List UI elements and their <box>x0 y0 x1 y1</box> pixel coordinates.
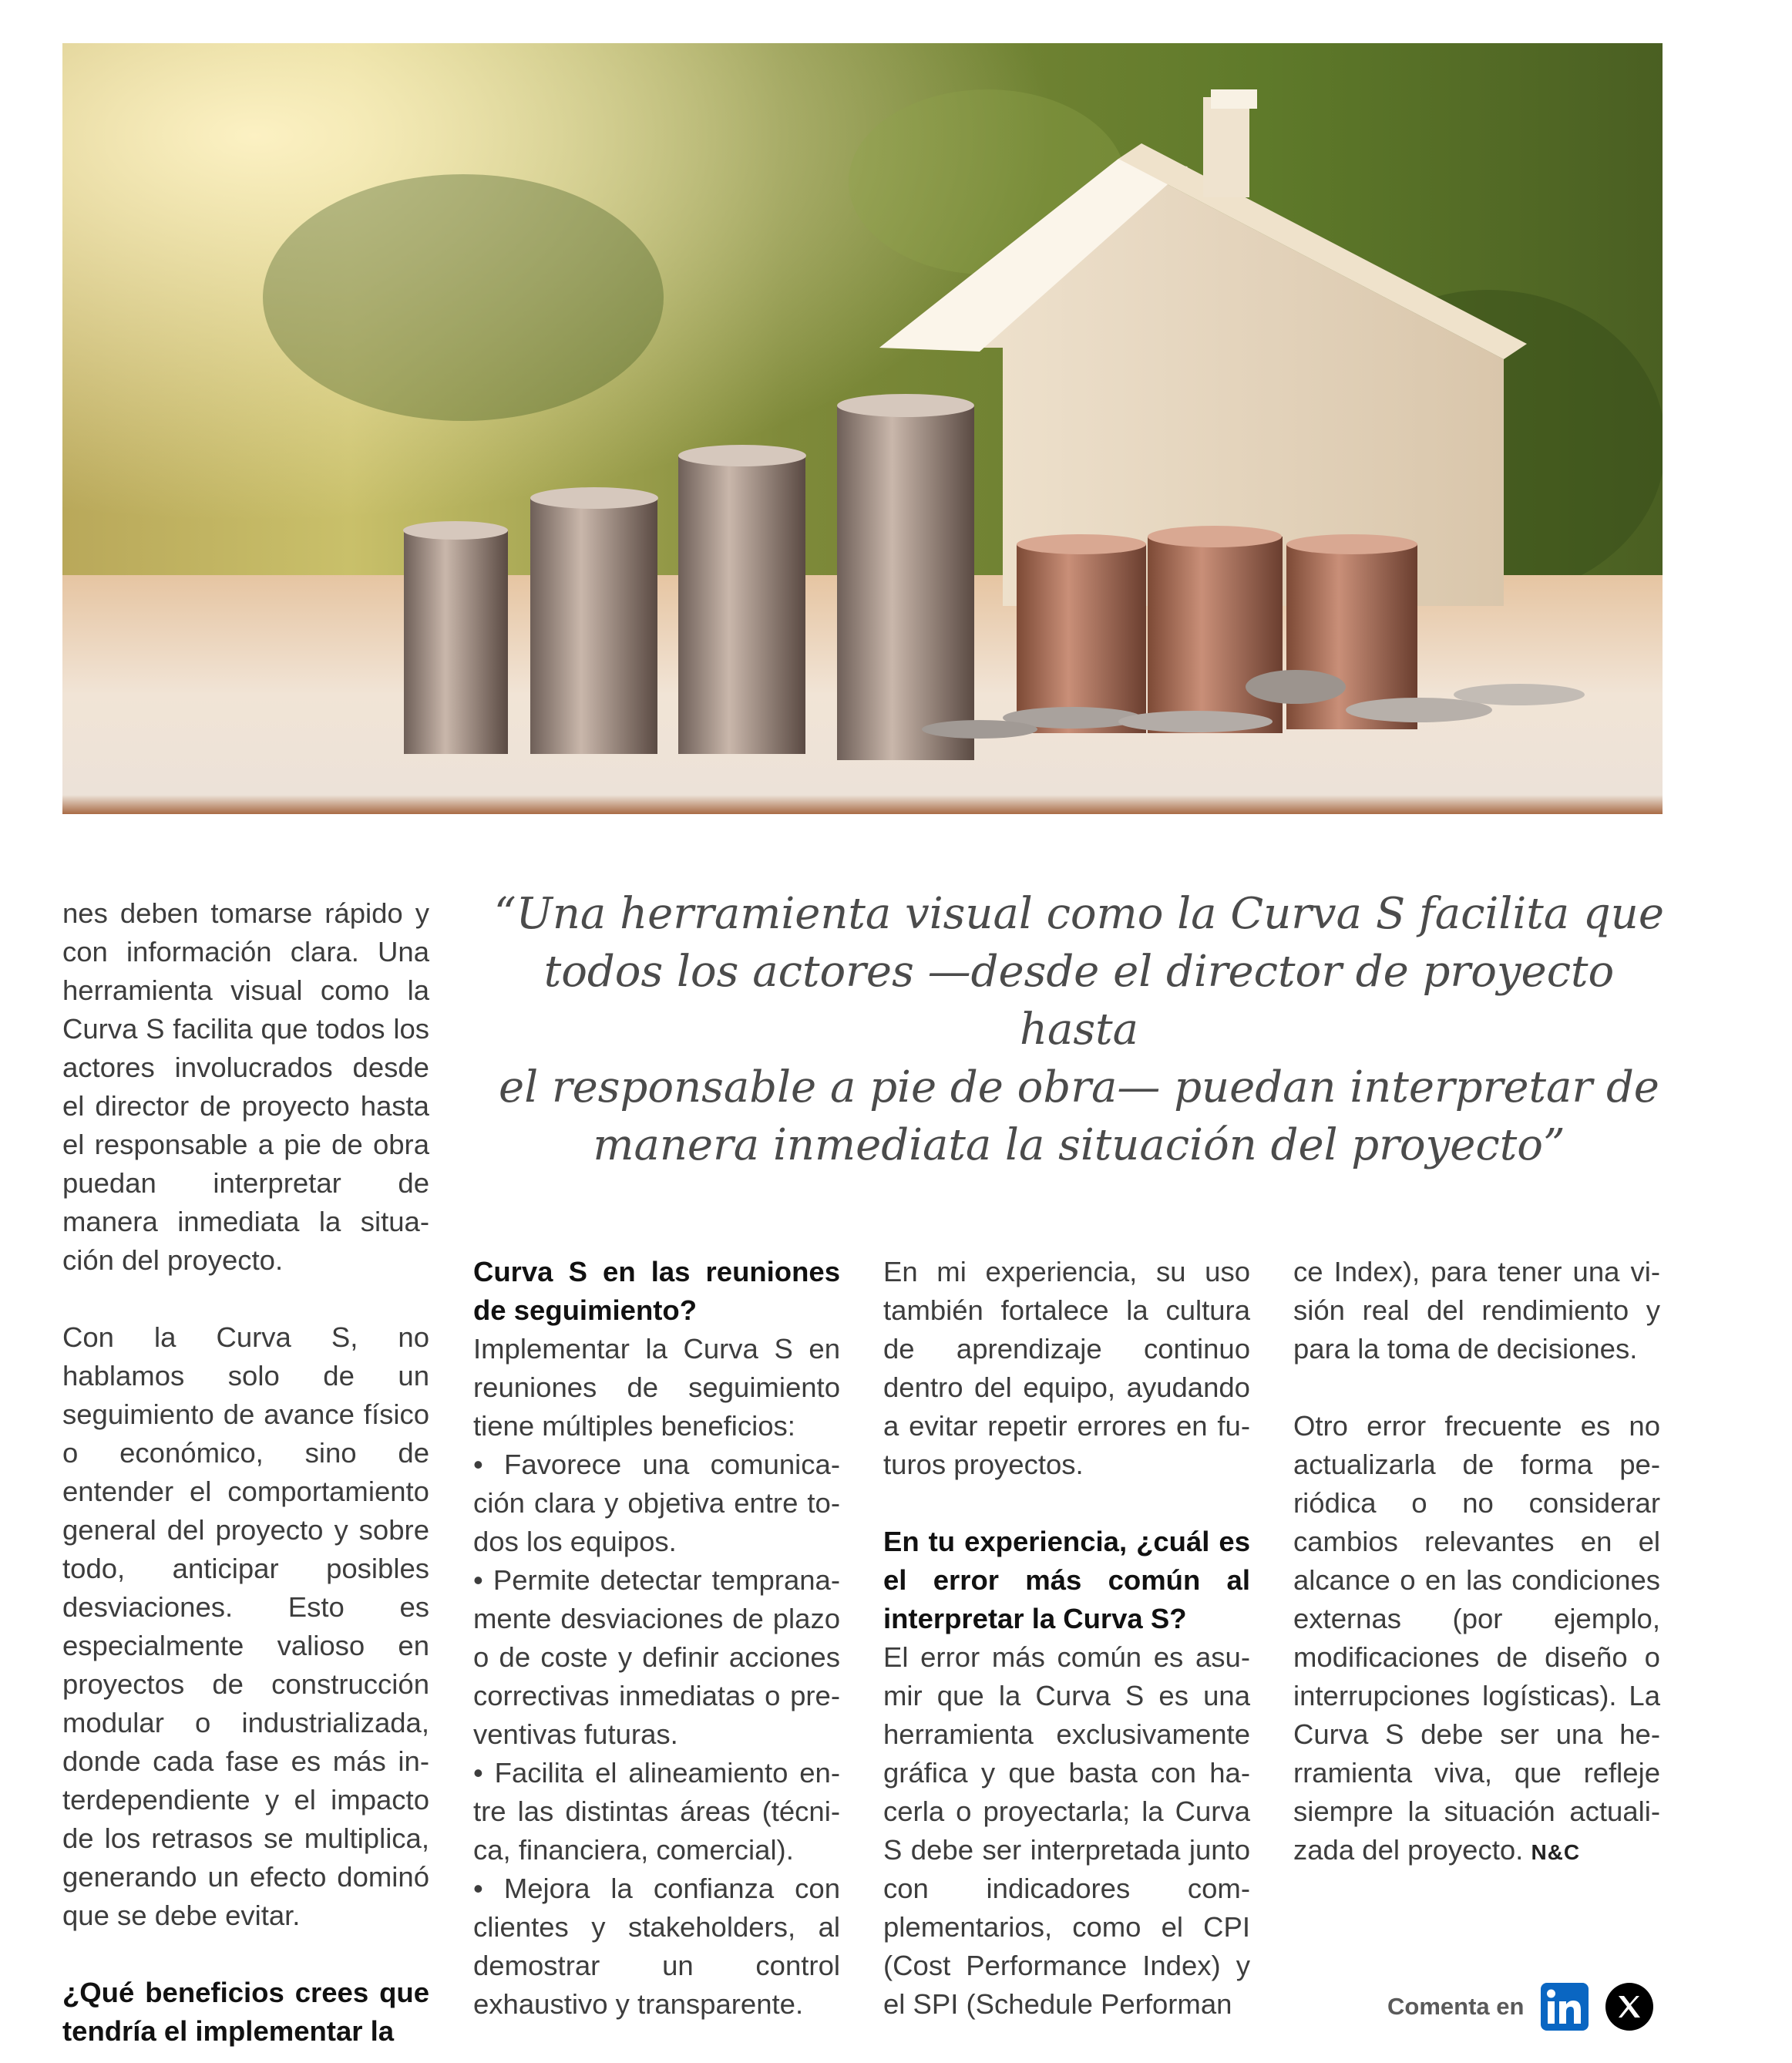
list-item: • Permite detectar tempranamente desviaciones de plazo o de coste y definir acciones correctivas inmediatas o preventivas futuras. <box>473 1561 840 1754</box>
paragraph: nes deben tomarse rápido y con información clara. Una herramienta visual como la Curva S facilita que todos los actores involucrados desde el director de proyecto hasta el responsable a pie de obra puedan interpretar de manera inmediata la situación del proyecto. <box>62 897 429 1276</box>
question-heading: Curva S en las reuniones de seguimiento? <box>473 1256 840 1326</box>
comment-on-bar <box>1387 1980 1653 2034</box>
article-column-2 <box>473 1253 840 2024</box>
list-item: • Facilita el alineamiento entre las distintas áreas (técnica, financiera, comercial). <box>473 1754 840 1869</box>
paragraph: Implementar la Curva S en reuniones de seguimiento tiene múltiples beneficios: <box>473 1333 840 1442</box>
pull-quote-line-1: “Una herramienta visual como la Curva S facilita que <box>494 889 1664 939</box>
article-column-3 <box>883 1253 1250 2024</box>
list-item: • Favorece una comunicación clara y objetiva entre todos los equipos. <box>473 1445 840 1561</box>
benefits-list <box>473 1445 840 2024</box>
paragraph-text: Otro error frecuente es no actualizarla de forma periódica o no considerar cambios relevantes en el alcance o en las condiciones externas (por ejemplo, modificaciones de diseño o interrupciones logísticas). La Curva S debe ser una herramienta viva, que refleje siempre la situación actualizada del proyecto. <box>1293 1410 1660 1866</box>
hero-photo-house-coins <box>62 43 1663 814</box>
paragraph: En mi experiencia, su uso también fortalece la cultura de aprendizaje continuo dentro del equipo, ayudando a evitar repetir errores en futuros proyectos. <box>883 1256 1250 1480</box>
pull-quote-line-4: manera inmediata la situación del proyecto” <box>593 1120 1565 1170</box>
question-heading: En tu experiencia, ¿cuál es el error más común al interpretar la Curva S? <box>883 1526 1250 1634</box>
paragraph: ce Index), para tener una visión real del rendimiento y para la toma de decisiones. <box>1293 1256 1660 1365</box>
paragraph <box>1293 1407 1660 1872</box>
list-item: • Mejora la confianza con clientes y stakeholders, al demostrar un control exhaustivo y transparente. <box>473 1869 840 2024</box>
paragraph: El error más común es asumir que la Curva S es una herramienta exclusivamente gráfica y que basta con hacerla o proyectarla; la Curva S debe ser interpretada junto con indicadores complementarios, como el CPI (Cost Performance Index) y el SPI (Schedule Performan <box>883 1641 1250 2020</box>
linkedin-icon[interactable] <box>1541 1983 1589 2031</box>
x-icon[interactable] <box>1605 1983 1653 2031</box>
article-column-1 <box>62 894 429 2051</box>
comment-label: Comenta en <box>1387 1993 1525 2020</box>
paragraph: Con la Curva S, no hablamos solo de un seguimiento de avance físico o económico, sino de entender el comportamiento general del proyecto y sobre todo, anticipar posibles desviaciones. Esto es especialmente valioso en proyectos de construcción modular o industrializada, donde cada fase es más interdependiente y el impacto de los retrasos se multiplica, generando un efecto dominó que se debe evitar. <box>62 1321 429 1931</box>
pull-quote-line-2: todos los actores —desde el director de proyecto hasta <box>543 947 1615 1055</box>
signature: N&C <box>1531 1840 1581 1864</box>
pull-quote-line-3: el responsable a pie de obra— puedan interpretar de <box>499 1062 1659 1112</box>
article-column-4 <box>1293 1253 1660 1872</box>
pull-quote <box>486 885 1673 1174</box>
question-heading: ¿Qué beneficios crees que tendría el implementar la <box>62 1977 429 2047</box>
